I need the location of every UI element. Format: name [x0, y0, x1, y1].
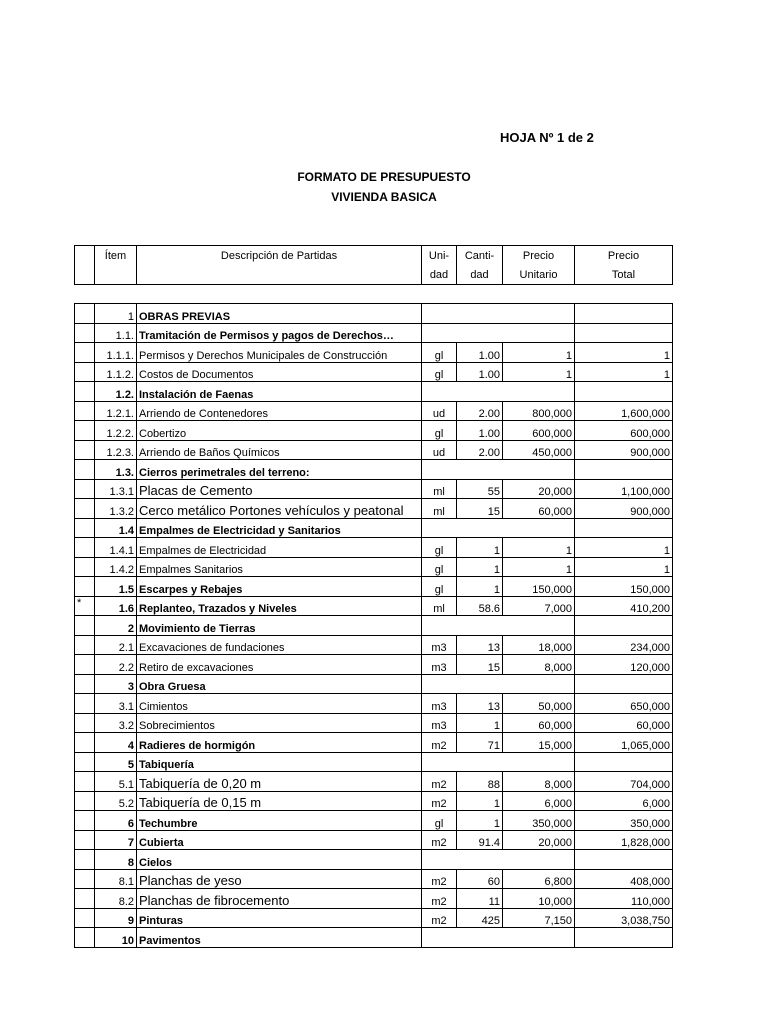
row-description: Planchas de fibrocemento	[137, 889, 422, 909]
row-total-price: 900,000	[575, 440, 673, 460]
row-unit-price	[503, 382, 575, 402]
row-mark: *	[75, 596, 95, 616]
row-description: Cimientos	[137, 694, 422, 714]
row-unit-price: 60,000	[503, 499, 575, 519]
row-description: Placas de Cemento	[137, 479, 422, 499]
row-mark	[75, 733, 95, 753]
row-unit-price: 20,000	[503, 479, 575, 499]
budget-row	[75, 538, 673, 558]
row-unit	[422, 928, 457, 948]
row-unit: m3	[422, 655, 457, 675]
row-unit: m2	[422, 733, 457, 753]
row-item-number: 2.2	[95, 655, 137, 675]
row-unit-price: 15,000	[503, 733, 575, 753]
header-unit-top: Uni-	[422, 246, 457, 266]
budget-row	[75, 655, 673, 675]
row-unit-price	[503, 460, 575, 480]
document-subtitle: VIVIENDA BASICA	[331, 190, 437, 204]
row-mark	[75, 616, 95, 636]
row-mark	[75, 674, 95, 694]
row-unit-price: 50,000	[503, 694, 575, 714]
row-item-number: 5.2	[95, 791, 137, 811]
row-mark	[75, 421, 95, 441]
row-description: Tramitación de Permisos y pagos de Derechos…	[137, 323, 422, 343]
header-unit-bottom: dad	[422, 265, 457, 285]
row-unit: gl	[422, 577, 457, 597]
row-description: Empalmes Sanitarios	[137, 557, 422, 577]
row-unit: gl	[422, 421, 457, 441]
row-mark	[75, 323, 95, 343]
row-item-number: 1	[95, 304, 137, 324]
row-unit-price: 150,000	[503, 577, 575, 597]
row-unit-price: 600,000	[503, 421, 575, 441]
row-description: Retiro de excavaciones	[137, 655, 422, 675]
row-quantity: 1	[457, 811, 503, 831]
header-unit-price-top: Precio	[503, 246, 575, 266]
budget-row	[75, 518, 673, 538]
budget-row	[75, 869, 673, 889]
row-mark	[75, 343, 95, 363]
row-description: Pinturas	[137, 908, 422, 928]
row-unit-price: 1	[503, 362, 575, 382]
row-unit-price: 10,000	[503, 889, 575, 909]
row-description: Permisos y Derechos Municipales de Construcción	[137, 343, 422, 363]
row-total-price: 6,000	[575, 791, 673, 811]
row-unit-price: 350,000	[503, 811, 575, 831]
header-description-bottom	[137, 265, 422, 285]
row-unit-price	[503, 850, 575, 870]
row-item-number: 1.4.2	[95, 557, 137, 577]
row-mark	[75, 401, 95, 421]
row-unit-price: 8,000	[503, 655, 575, 675]
row-mark	[75, 362, 95, 382]
row-item-number: 1.1.	[95, 323, 137, 343]
row-description: Instalación de Faenas	[137, 382, 422, 402]
row-item-number: 1.4	[95, 518, 137, 538]
row-unit-price: 1	[503, 557, 575, 577]
row-description: Movimiento de Tierras	[137, 616, 422, 636]
row-unit: m2	[422, 791, 457, 811]
row-mark	[75, 908, 95, 928]
budget-row	[75, 382, 673, 402]
row-quantity	[457, 674, 503, 694]
row-description: Cobertizo	[137, 421, 422, 441]
row-mark	[75, 713, 95, 733]
row-mark	[75, 518, 95, 538]
row-description: Arriendo de Baños Químicos	[137, 440, 422, 460]
budget-row	[75, 401, 673, 421]
row-quantity: 60	[457, 869, 503, 889]
row-quantity: 1	[457, 557, 503, 577]
row-unit	[422, 752, 457, 772]
row-unit-price	[503, 616, 575, 636]
row-unit: m2	[422, 772, 457, 792]
header-qty-top: Canti-	[457, 246, 503, 266]
row-description: Radieres de hormigón	[137, 733, 422, 753]
row-mark	[75, 304, 95, 324]
header-total-price-bottom: Total	[575, 265, 673, 285]
budget-row	[75, 791, 673, 811]
row-unit-price	[503, 323, 575, 343]
row-total-price: 1,100,000	[575, 479, 673, 499]
row-description: Empalmes de Electricidad	[137, 538, 422, 558]
budget-row	[75, 889, 673, 909]
row-mark	[75, 557, 95, 577]
row-total-price: 650,000	[575, 694, 673, 714]
row-unit-price: 7,000	[503, 596, 575, 616]
row-item-number: 2.1	[95, 635, 137, 655]
row-unit: m2	[422, 889, 457, 909]
budget-row	[75, 616, 673, 636]
row-mark	[75, 830, 95, 850]
row-item-number: 8	[95, 850, 137, 870]
row-quantity: 1.00	[457, 362, 503, 382]
row-total-price	[575, 304, 673, 324]
row-unit: gl	[422, 538, 457, 558]
row-quantity: 425	[457, 908, 503, 928]
row-total-price: 408,000	[575, 869, 673, 889]
budget-row	[75, 362, 673, 382]
row-mark	[75, 655, 95, 675]
row-total-price: 150,000	[575, 577, 673, 597]
budget-row	[75, 928, 673, 948]
budget-row	[75, 850, 673, 870]
row-unit-price	[503, 304, 575, 324]
row-mark	[75, 889, 95, 909]
budget-row	[75, 713, 673, 733]
row-item-number: 8.1	[95, 869, 137, 889]
row-quantity	[457, 850, 503, 870]
row-unit: ud	[422, 440, 457, 460]
row-description: Costos de Documentos	[137, 362, 422, 382]
row-quantity: 2.00	[457, 440, 503, 460]
row-item-number: 1.3.2	[95, 499, 137, 519]
row-unit-price: 1	[503, 538, 575, 558]
row-unit-price: 60,000	[503, 713, 575, 733]
row-item-number: 9	[95, 908, 137, 928]
row-mark	[75, 460, 95, 480]
row-unit: m2	[422, 869, 457, 889]
row-unit	[422, 382, 457, 402]
row-item-number: 1.3.	[95, 460, 137, 480]
row-mark	[75, 752, 95, 772]
row-unit: ml	[422, 479, 457, 499]
row-item-number: 1.1.1.	[95, 343, 137, 363]
row-quantity: 13	[457, 635, 503, 655]
row-quantity	[457, 752, 503, 772]
row-item-number: 1.4.1	[95, 538, 137, 558]
row-item-number: 3.1	[95, 694, 137, 714]
row-unit	[422, 323, 457, 343]
budget-row	[75, 733, 673, 753]
row-description: Replanteo, Trazados y Niveles	[137, 596, 422, 616]
budget-row	[75, 557, 673, 577]
row-total-price: 60,000	[575, 713, 673, 733]
row-total-price: 1	[575, 362, 673, 382]
row-item-number: 1.2.	[95, 382, 137, 402]
row-quantity	[457, 304, 503, 324]
budget-row	[75, 694, 673, 714]
row-unit: m3	[422, 694, 457, 714]
row-total-price: 110,000	[575, 889, 673, 909]
header-unit-price-bottom: Unitario	[503, 265, 575, 285]
row-description: Cubierta	[137, 830, 422, 850]
row-description: Tabiquería de 0,15 m	[137, 791, 422, 811]
row-item-number: 10	[95, 928, 137, 948]
row-unit	[422, 674, 457, 694]
row-description: Pavimentos	[137, 928, 422, 948]
row-quantity: 58.6	[457, 596, 503, 616]
row-unit-price: 1	[503, 343, 575, 363]
row-unit-price: 20,000	[503, 830, 575, 850]
row-mark	[75, 382, 95, 402]
row-quantity: 1	[457, 713, 503, 733]
row-total-price	[575, 616, 673, 636]
row-item-number: 3	[95, 674, 137, 694]
row-item-number: 2	[95, 616, 137, 636]
row-quantity	[457, 382, 503, 402]
row-unit	[422, 304, 457, 324]
row-total-price: 600,000	[575, 421, 673, 441]
budget-row	[75, 596, 673, 616]
budget-row	[75, 752, 673, 772]
row-mark	[75, 635, 95, 655]
row-mark	[75, 850, 95, 870]
row-total-price	[575, 928, 673, 948]
row-item-number: 1.2.2.	[95, 421, 137, 441]
row-unit: gl	[422, 811, 457, 831]
row-quantity: 1.00	[457, 343, 503, 363]
header-total-price-top: Precio	[575, 246, 673, 266]
row-mark	[75, 499, 95, 519]
budget-row	[75, 499, 673, 519]
budget-row	[75, 674, 673, 694]
row-quantity: 1.00	[457, 421, 503, 441]
row-quantity: 1	[457, 538, 503, 558]
column-header-table	[74, 245, 673, 285]
row-unit	[422, 850, 457, 870]
row-total-price: 704,000	[575, 772, 673, 792]
row-description: Excavaciones de fundaciones	[137, 635, 422, 655]
row-mark	[75, 811, 95, 831]
budget-row	[75, 479, 673, 499]
budget-row	[75, 343, 673, 363]
row-unit-price: 800,000	[503, 401, 575, 421]
row-quantity: 88	[457, 772, 503, 792]
budget-row	[75, 772, 673, 792]
row-mark	[75, 440, 95, 460]
row-description: Techumbre	[137, 811, 422, 831]
header-description: Descripción de Partidas	[137, 246, 422, 266]
row-unit: m2	[422, 830, 457, 850]
row-unit	[422, 460, 457, 480]
row-total-price	[575, 518, 673, 538]
row-unit: m3	[422, 713, 457, 733]
row-total-price: 1	[575, 343, 673, 363]
row-description: Cerco metálico Portones vehículos y peatonal	[137, 499, 422, 519]
row-unit: gl	[422, 557, 457, 577]
row-total-price: 410,200	[575, 596, 673, 616]
row-quantity: 11	[457, 889, 503, 909]
row-total-price: 3,038,750	[575, 908, 673, 928]
header-qty-bottom: dad	[457, 265, 503, 285]
row-item-number: 1.2.1.	[95, 401, 137, 421]
row-mark	[75, 479, 95, 499]
row-total-price: 1,600,000	[575, 401, 673, 421]
row-quantity: 1	[457, 577, 503, 597]
row-unit-price: 6,000	[503, 791, 575, 811]
row-unit-price	[503, 674, 575, 694]
row-quantity: 2.00	[457, 401, 503, 421]
budget-row	[75, 635, 673, 655]
row-description: Empalmes de Electricidad y Sanitarios	[137, 518, 422, 538]
row-description: OBRAS PREVIAS	[137, 304, 422, 324]
budget-row	[75, 811, 673, 831]
row-mark	[75, 791, 95, 811]
row-total-price	[575, 382, 673, 402]
row-total-price: 120,000	[575, 655, 673, 675]
row-mark	[75, 577, 95, 597]
budget-row	[75, 421, 673, 441]
row-unit-price	[503, 752, 575, 772]
row-unit	[422, 616, 457, 636]
budget-row	[75, 323, 673, 343]
row-description: Tabiquería de 0,20 m	[137, 772, 422, 792]
row-item-number: 1.6	[95, 596, 137, 616]
row-item-number: 6	[95, 811, 137, 831]
row-item-number: 7	[95, 830, 137, 850]
row-item-number: 5	[95, 752, 137, 772]
row-total-price	[575, 850, 673, 870]
row-description: Cierros perimetrales del terreno:	[137, 460, 422, 480]
budget-row	[75, 460, 673, 480]
row-unit-price: 6,800	[503, 869, 575, 889]
row-quantity: 15	[457, 655, 503, 675]
row-mark	[75, 772, 95, 792]
row-quantity	[457, 928, 503, 948]
row-description: Sobrecimientos	[137, 713, 422, 733]
row-description: Tabiquería	[137, 752, 422, 772]
header-item: Ítem	[95, 246, 137, 266]
row-unit: ud	[422, 401, 457, 421]
budget-table	[74, 303, 673, 948]
row-total-price	[575, 460, 673, 480]
row-mark	[75, 694, 95, 714]
row-quantity: 1	[457, 791, 503, 811]
row-mark	[75, 869, 95, 889]
row-item-number: 1.2.3.	[95, 440, 137, 460]
budget-row	[75, 577, 673, 597]
row-total-price	[575, 323, 673, 343]
row-quantity: 55	[457, 479, 503, 499]
row-unit: gl	[422, 343, 457, 363]
row-description: Arriendo de Contenedores	[137, 401, 422, 421]
row-item-number: 1.1.2.	[95, 362, 137, 382]
row-mark	[75, 538, 95, 558]
row-item-number: 3.2	[95, 713, 137, 733]
row-description: Cielos	[137, 850, 422, 870]
row-mark	[75, 928, 95, 948]
row-unit: m3	[422, 635, 457, 655]
row-description: Planchas de yeso	[137, 869, 422, 889]
row-unit-price: 450,000	[503, 440, 575, 460]
budget-row	[75, 908, 673, 928]
row-quantity: 13	[457, 694, 503, 714]
row-total-price: 234,000	[575, 635, 673, 655]
budget-row	[75, 440, 673, 460]
row-unit-price	[503, 928, 575, 948]
budget-row	[75, 830, 673, 850]
row-quantity	[457, 323, 503, 343]
row-item-number: 5.1	[95, 772, 137, 792]
row-quantity: 15	[457, 499, 503, 519]
row-total-price: 1	[575, 538, 673, 558]
row-unit: m2	[422, 908, 457, 928]
row-total-price	[575, 752, 673, 772]
row-unit-price	[503, 518, 575, 538]
header-mark-cell	[75, 246, 95, 285]
row-unit: ml	[422, 499, 457, 519]
sheet-number: HOJA Nº 1 de 2	[500, 130, 594, 145]
row-description: Obra Gruesa	[137, 674, 422, 694]
row-item-number: 1.5	[95, 577, 137, 597]
row-total-price	[575, 674, 673, 694]
row-total-price: 1,065,000	[575, 733, 673, 753]
row-unit	[422, 518, 457, 538]
row-unit-price: 18,000	[503, 635, 575, 655]
row-unit: gl	[422, 362, 457, 382]
row-item-number: 8.2	[95, 889, 137, 909]
document-title: FORMATO DE PRESUPUESTO	[297, 170, 471, 184]
row-item-number: 4	[95, 733, 137, 753]
row-quantity: 91.4	[457, 830, 503, 850]
budget-row	[75, 304, 673, 324]
row-quantity	[457, 518, 503, 538]
row-description: Escarpes y Rebajes	[137, 577, 422, 597]
row-unit-price: 7,150	[503, 908, 575, 928]
row-total-price: 900,000	[575, 499, 673, 519]
row-total-price: 1	[575, 557, 673, 577]
row-quantity: 71	[457, 733, 503, 753]
header-item-bottom	[95, 265, 137, 285]
row-quantity	[457, 616, 503, 636]
row-unit: ml	[422, 596, 457, 616]
row-total-price: 350,000	[575, 811, 673, 831]
row-unit-price: 8,000	[503, 772, 575, 792]
row-item-number: 1.3.1	[95, 479, 137, 499]
row-total-price: 1,828,000	[575, 830, 673, 850]
row-quantity	[457, 460, 503, 480]
